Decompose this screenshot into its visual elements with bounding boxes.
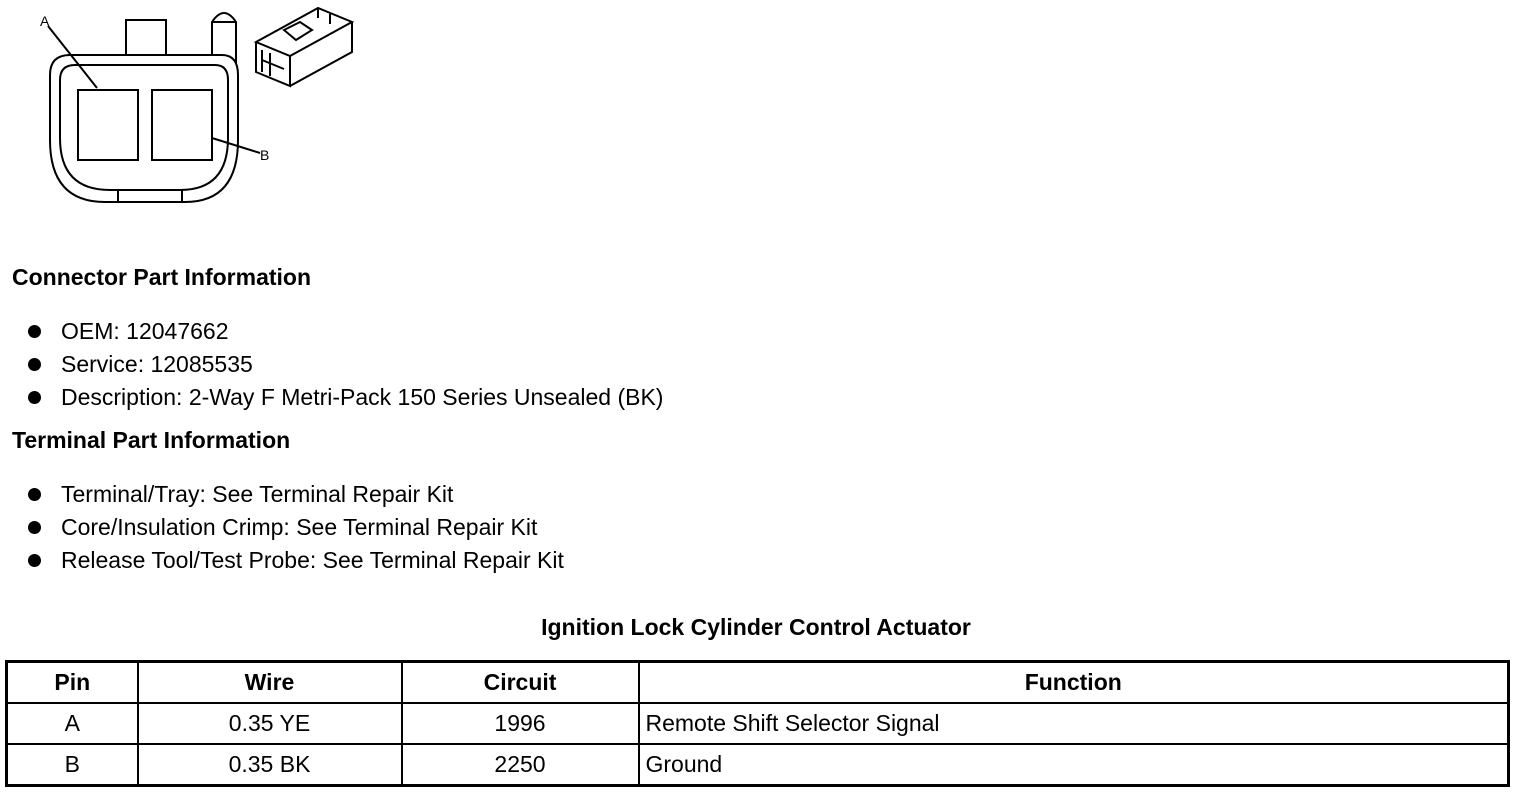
connector-iso-view (256, 8, 352, 86)
cell-function: Remote Shift Selector Signal (639, 703, 1509, 744)
cell-circuit: 1996 (402, 703, 639, 744)
list-item (28, 478, 564, 511)
pinout-table (5, 660, 1510, 787)
table-row (7, 703, 1509, 744)
bullet-icon (28, 554, 41, 567)
list-item (28, 544, 564, 577)
column-header-function: Function (639, 662, 1509, 704)
bullet-icon (28, 488, 41, 501)
cell-wire: 0.35 YE (138, 703, 402, 744)
list-item-text: Description: 2-Way F Metri-Pack 150 Series Unsealed (BK) (61, 384, 664, 410)
terminal-part-info-heading: Terminal Part Information (12, 427, 291, 453)
connector-latch-tab (126, 20, 166, 58)
pin-b-label: B (260, 147, 270, 163)
table-title: Ignition Lock Cylinder Control Actuator (541, 614, 971, 640)
list-item (28, 511, 564, 544)
list-item-text: Terminal/Tray: See Terminal Repair Kit (61, 481, 454, 507)
list-item (28, 315, 663, 348)
table-header-row (7, 662, 1509, 704)
list-item (28, 348, 663, 381)
connector-part-info-heading: Connector Part Information (12, 264, 312, 290)
bullet-icon (28, 521, 41, 534)
bullet-icon (28, 391, 41, 404)
cell-circuit: 2250 (402, 744, 639, 786)
list-item-text: OEM: 12047662 (61, 318, 229, 344)
table-row (7, 744, 1509, 786)
bullet-icon (28, 325, 41, 338)
column-header-pin: Pin (7, 662, 138, 704)
list-item (28, 381, 663, 414)
list-item-text: Core/Insulation Crimp: See Terminal Repair Kit (61, 514, 538, 540)
column-header-circuit: Circuit (402, 662, 639, 704)
column-header-wire: Wire (138, 662, 402, 704)
pin-a-label: A (40, 13, 50, 29)
terminal-part-info-list (28, 478, 564, 577)
bullet-icon (28, 358, 41, 371)
list-item-text: Service: 12085535 (61, 351, 253, 377)
cell-wire: 0.35 BK (138, 744, 402, 786)
connector-part-info-list (28, 315, 663, 414)
cell-pin: B (7, 744, 138, 786)
cell-pin: A (7, 703, 138, 744)
connector-diagram (0, 0, 380, 215)
list-item-text: Release Tool/Test Probe: See Terminal Repair Kit (61, 547, 564, 573)
cell-function: Ground (639, 744, 1509, 786)
